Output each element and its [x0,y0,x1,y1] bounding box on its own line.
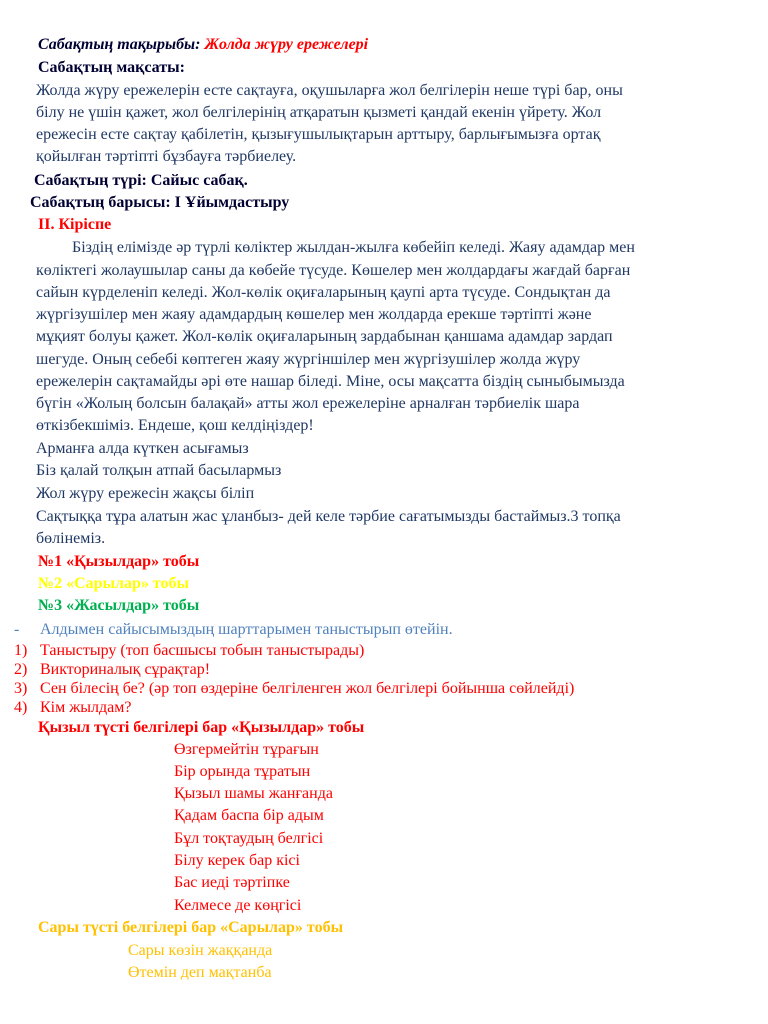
intro-line: шегуде. Оның себебі көптеген жаяу жүргіншілер мен жүргізушілер жолда жүру [36,351,581,368]
closing-line: бөлінеміз. [36,530,106,547]
team-red: №1 «Қызылдар» тобы [38,553,200,570]
poem-line: Біз қалай толқын атпай басылармыз [36,462,282,479]
stage-item [14,698,132,718]
rules-intro [14,620,453,640]
red-team-poem-line: Бас иеді тәртіпке [174,874,290,891]
stage-number: 3) [14,680,28,697]
red-team-poem-line: Бұл тоқтаудың белгісі [174,830,324,847]
intro-line: Біздің елімізде әр түрлі көліктер жылдан-жылға көбейіп келеді. Жаяу адамдар мен [72,239,635,256]
team-yellow: №2 «Сарылар» тобы [38,575,190,592]
red-team-heading: Қызыл түсті белгілері бар «Қызылдар» тобы [38,719,365,736]
lesson-flow: Сабақтың барысы: І Ұйымдастыру [30,194,290,211]
stage-number: 4) [14,699,28,716]
poem-line: Жол жүру ережесін жақсы біліп [36,485,255,502]
rules-intro-text: Алдымен сайысымыздың шарттарымен таныстырып өтейін. [40,621,453,638]
intro-line: бүгін «Жолың болсын балақай» атты жол ережелеріне арналған тәрбиелік шара [36,395,580,412]
goal-label: Сабақтың мақсаты: [38,59,185,76]
red-team-poem-line: Қызыл шамы жанғанда [174,785,333,802]
yellow-team-heading: Сары түсті белгілері бар «Сарылар» тобы [38,919,344,936]
red-team-poem-line: Келмесе де көңгісі [174,897,302,914]
stage-item [14,641,364,661]
closing-line: Сақтыққа тұра алатын жас ұланбыз- дей келе тәрбие сағатымызды бастаймыз.3 топқа [36,508,621,525]
goal-line: қойылған тәртіпті бұзбауға тәрбиелеу. [36,148,297,165]
yellow-team-poem-line: Өтемін деп мақтанба [128,964,272,981]
topic-value: Жолда жүру ережелері [204,36,369,53]
topic-label: Сабақтың тақырыбы: [38,36,201,53]
stage-text: Таныстыру (топ басшысы тобын таныстырады) [40,642,365,659]
intro-line: көліктегі жолаушылар саны да көбейе түсуде. Көшелер мен жолдардағы жағдай барған [36,262,631,279]
goal-line: білу не үшін қажет, жол белгілерінің атқаратын қызметі қандай екенін үйрету. Жол [36,104,602,121]
lesson-type: Сабақтың түрі: Сайыс сабақ. [34,172,248,189]
list-marker: - [14,621,20,638]
stage-text: Сен білесің бе? (әр топ өздеріне белгіленген жол белгілері бойынша сөйлейді) [40,680,575,697]
intro-line: өткізбекшіміз. Ендеше, қош келдіңіздер! [36,417,314,434]
stage-number: 2) [14,661,28,678]
goal-line: ережесін есте сақтау қабілетін, қызығушылықтарын арттыру, барлығымызға ортақ [36,126,601,143]
stage-item [14,679,574,699]
stage-text: Викториналық сұрақтар! [40,661,211,678]
red-team-poem-line: Білу керек бар кісі [174,852,300,869]
yellow-team-poem-line: Сары көзін жаққанда [128,942,273,959]
stage-text: Кім жылдам? [40,699,132,716]
red-team-poem-line: Қадам баспа бір адым [174,807,324,824]
red-team-poem-line: Өзгермейтін тұрағын [174,741,319,758]
intro-heading: ІІ. Кіріспе [38,216,112,233]
stage-number: 1) [14,642,28,659]
red-team-poem-line: Бір орында тұратын [174,763,311,780]
goal-line: Жолда жүру ережелерін есте сақтауға, оқушыларға жол белгілерін неше түрі бар, оны [36,82,623,99]
intro-line: сайын күрделеніп келеді. Жол-көлік оқиғаларының қаупі арта түсуде. Сондықтан да [36,284,611,301]
team-green: №3 «Жасылдар» тобы [38,597,200,614]
topic-line [38,35,368,55]
poem-line: Арманға алда күткен асығамыз [36,440,249,457]
stage-item [14,660,210,680]
intro-line: мұқият болуы қажет. Жол-көлік оқиғаларының зардабынан қаншама адамдар зардап [36,328,613,345]
intro-line: ережелерін сақтамайды әрі өте нашар біледі. Міне, осы мақсатта біздің сыныбымызда [36,373,625,390]
intro-line: жүргізушілер мен жаяу адамдардың көшелер мен жолдарда ерекше тәртіпті және [36,306,592,323]
